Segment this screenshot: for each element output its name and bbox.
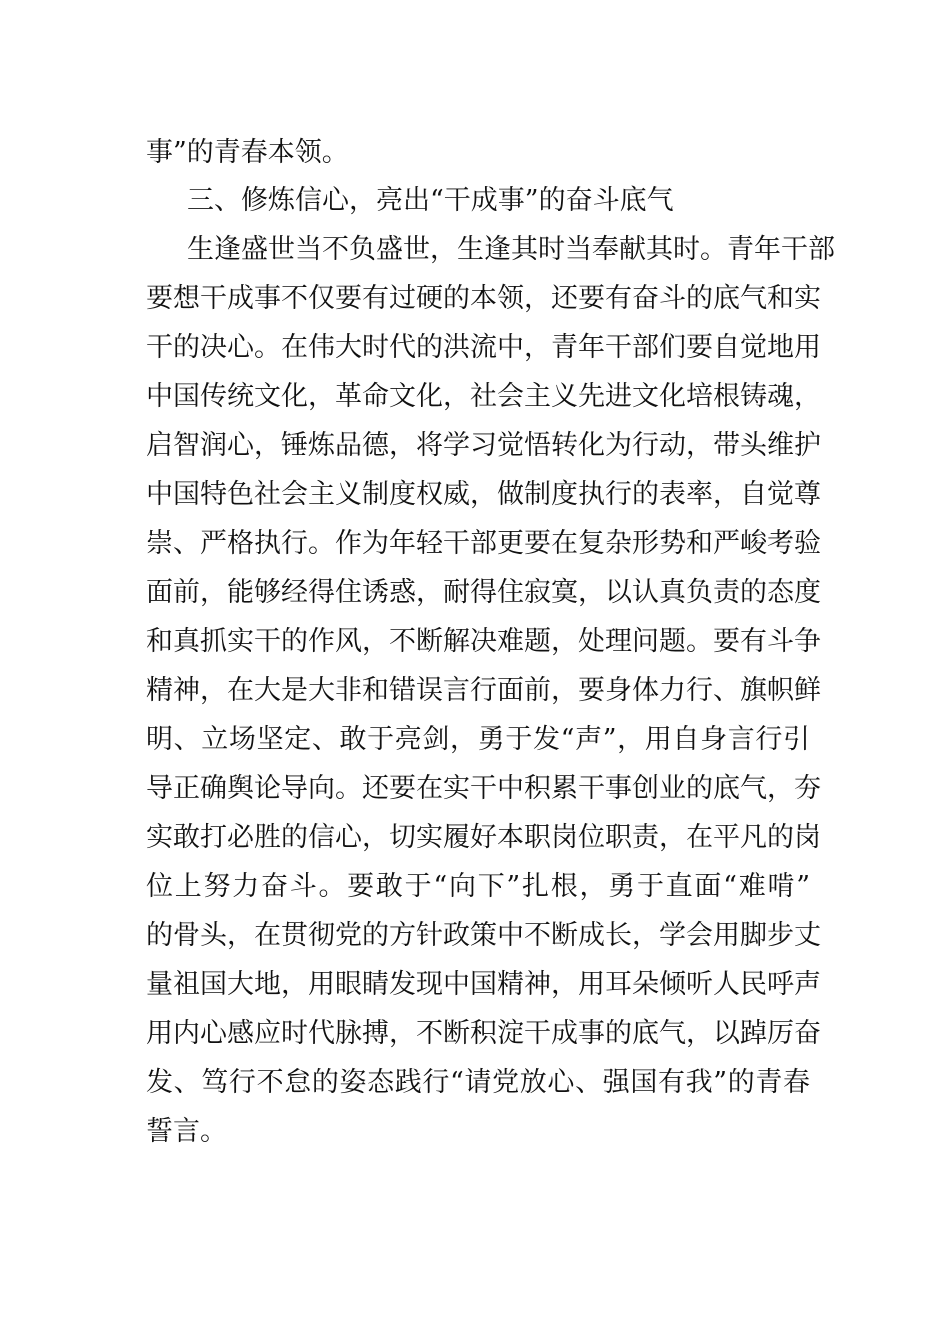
text-line-13: 明、立场坚定、敢于亮剑，勇于发“声”，用自身言行引 (146, 724, 810, 755)
text-line-18: 量祖国大地，用眼睛发现中国精神，用耳朵倾听人民呼声 (146, 969, 821, 1000)
text-line-9: 崇、严格执行。作为年轻干部更要在复杂形势和严峻考验 (146, 528, 821, 559)
text-line-12: 精神，在大是大非和错误言行面前，要身体力行、旗帜鲜 (146, 675, 821, 706)
text-line-15: 实敢打必胜的信心，切实履好本职岗位职责，在平凡的岗 (146, 822, 821, 853)
text-line-10: 面前，能够经得住诱惑，耐得住寂寞，以认真负责的态度 (146, 577, 821, 608)
text-line-16: 位上努力奋斗。要敢于“向下”扎根，勇于直面“难啃” (146, 871, 810, 902)
text-line-5: 干的决心。在伟大时代的洪流中，青年干部们要自觉地用 (146, 332, 821, 363)
text-line-7: 启智润心，锤炼品德，将学习觉悟转化为行动，带头维护 (146, 430, 821, 461)
text-line-14: 导正确舆论导向。还要在实干中积累干事创业的底气，夯 (146, 773, 821, 804)
text-line-8: 中国特色社会主义制度权威，做制度执行的表率，自觉尊 (146, 479, 821, 510)
text-line-19: 用内心感应时代脉搏，不断积淀干成事的底气，以踔厉奋 (146, 1018, 821, 1049)
text-line-17: 的骨头，在贯彻党的方针政策中不断成长，学会用脚步丈 (146, 920, 821, 951)
text-line-4: 要想干成事不仅要有过硬的本领，还要有奋斗的底气和实 (146, 283, 821, 314)
text-line-3: 生逢盛世当不负盛世，生逢其时当奉献其时。青年干部 (187, 234, 835, 265)
section-heading: 三、修炼信心，亮出“干成事”的奋斗底气 (187, 185, 674, 216)
text-line-11: 和真抓实干的作风，不断解决难题，处理问题。要有斗争 (146, 626, 821, 657)
text-line-1: 事”的青春本领。 (146, 137, 349, 168)
text-line-6: 中国传统文化，革命文化，社会主义先进文化培根铸魂， (146, 381, 821, 412)
text-line-20: 发、笃行不怠的姿态践行“请党放心、强国有我”的青春 (146, 1067, 810, 1098)
text-line-21: 誓言。 (146, 1116, 227, 1147)
